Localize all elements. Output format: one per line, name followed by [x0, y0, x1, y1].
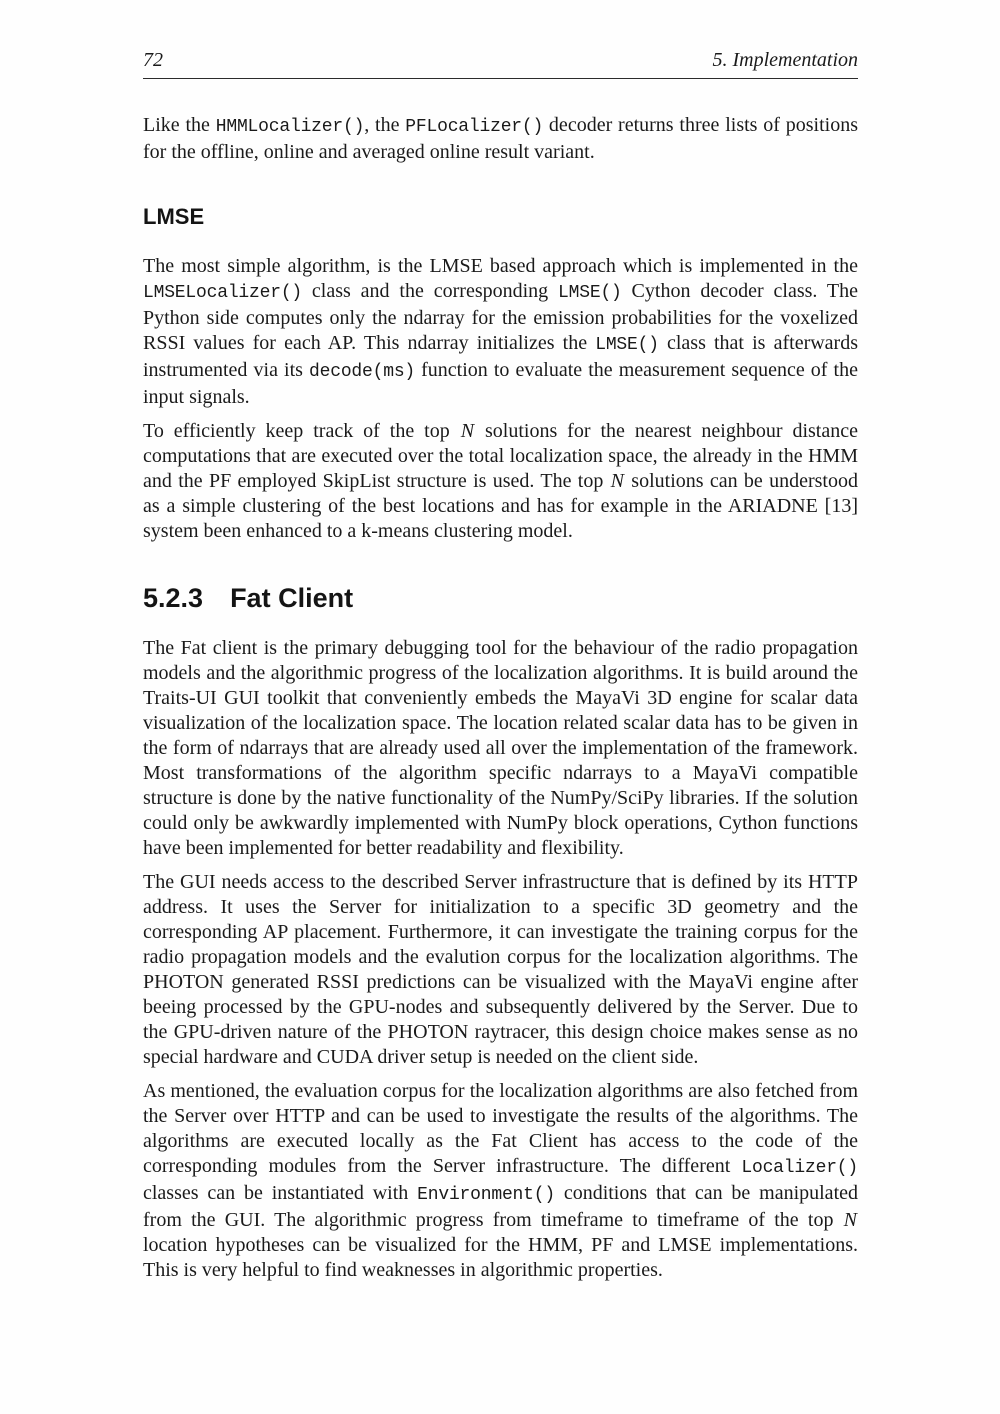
- fatclient-paragraph-1: [143, 636, 858, 861]
- inline-code: PFLocalizer(): [405, 117, 544, 137]
- inline-code: HMMLocalizer(): [215, 117, 365, 137]
- text-run: location hypotheses can be visualized for the HMM, PF and LMSE implementations. This is very helpful to find weaknesses in algorithmic properties.: [143, 1234, 858, 1281]
- text-run: solutions can be understood as a simple clustering of the best locations and has for example in the ARIADNE [13] system been enhanced to a k-means clustering model.: [143, 470, 858, 542]
- lmse-paragraph-1: [143, 254, 858, 410]
- text-run: solutions for the nearest neighbour distance computations that are executed over the total localization space, the already in the HMM and the PF employed SkipList structure is used. The top: [143, 420, 858, 492]
- math-variable: N: [843, 1209, 857, 1231]
- fatclient-paragraph-2: [143, 870, 858, 1070]
- math-variable: N: [610, 470, 624, 492]
- text-run: To efficiently keep track of the top: [143, 420, 460, 442]
- inline-code: LMSE(): [558, 283, 622, 303]
- text-run: The GUI needs access to the described Server infrastructure that is defined by its HTTP address. It uses the Server for initialization to a specific 3D geometry and the corresponding AP placement. Furthermore, it can investigate the training corpus for the radio propagation models and the evalution corpus for the localization algorithms. The PHOTON generated RSSI predictions can be visualized with the MayaVi engine after beeing processed by the GPU-nodes and subsequently delivered by the Server. Due to the GPU-driven nature of the PHOTON raytracer, this design choice makes sense as no special hardware and CUDA driver setup is needed on the client side.: [143, 871, 858, 1068]
- section-heading: [143, 583, 858, 614]
- text-run: Cython decoder class. The Python side computes only the ndarray for the emission probabilities for the voxelized RSSI values for each AP. This ndarray initializes the: [143, 280, 858, 354]
- math-variable: N: [460, 420, 475, 442]
- inline-code: LMSE(): [595, 335, 659, 355]
- inline-code: LMSELocalizer(): [143, 283, 303, 303]
- text-run: class that is afterwards instrumented via its: [143, 332, 858, 381]
- text-run: As mentioned, the evaluation corpus for the localization algorithms are also fetched from the Server over HTTP and can be used to investigate the results of the algorithms. The algorithms are executed locally as the Fat Client has access to the code of the corresponding modules from the Server infrastructure. The different: [143, 1080, 858, 1177]
- inline-code: Environment(): [417, 1185, 555, 1205]
- text-run: , the: [364, 114, 406, 136]
- text-block: [143, 0, 858, 1283]
- text-run: conditions that can be manipulated from the GUI. The algorithmic progress from timeframe to timeframe of the top: [143, 1182, 858, 1231]
- text-run: The most simple algorithm, is the LMSE based approach which is implemented in the: [143, 255, 858, 277]
- page-header: [143, 0, 858, 79]
- lmse-heading: LMSE: [143, 204, 205, 229]
- inline-code: decode(ms): [309, 362, 416, 382]
- section-title: Fat Client: [230, 583, 354, 613]
- lmse-paragraph-2: [143, 419, 858, 544]
- section-number: 5.2.3: [143, 583, 204, 613]
- text-run: Like the: [143, 114, 216, 136]
- fatclient-paragraph-3: [143, 1079, 858, 1283]
- intro-paragraph: [143, 113, 858, 165]
- text-run: decoder returns three lists of positions for the offline, online and averaged online result variant.: [143, 114, 859, 163]
- page-number: 72: [143, 49, 163, 71]
- text-run: function to evaluate the measurement sequence of the input signals.: [143, 359, 858, 408]
- text-run: The Fat client is the primary debugging tool for the behaviour of the radio propagation models and the algorithmic progress of the localization algorithms. It is build around the Traits-UI GUI toolkit that conveniently embeds the MayaVi 3D engine for scalar data visualization of the localization space. The location related scalar data has to be given in the form of ndarrays that are already used all over the implementation of the framework. Most transformations of the algorithm specific ndarrays to a MayaVi compatible structure is done by the native functionality of the NumPy/SciPy libraries. If the solution could only be awkwardly implemented with NumPy block operations, Cython functions have been implemented for better readability and flexibility.: [143, 637, 858, 859]
- running-chapter-title: 5. Implementation: [712, 49, 858, 71]
- text-run: classes can be instantiated with: [143, 1182, 418, 1204]
- text-run: class and the corresponding: [302, 280, 559, 302]
- inline-code: Localizer(): [741, 1158, 858, 1178]
